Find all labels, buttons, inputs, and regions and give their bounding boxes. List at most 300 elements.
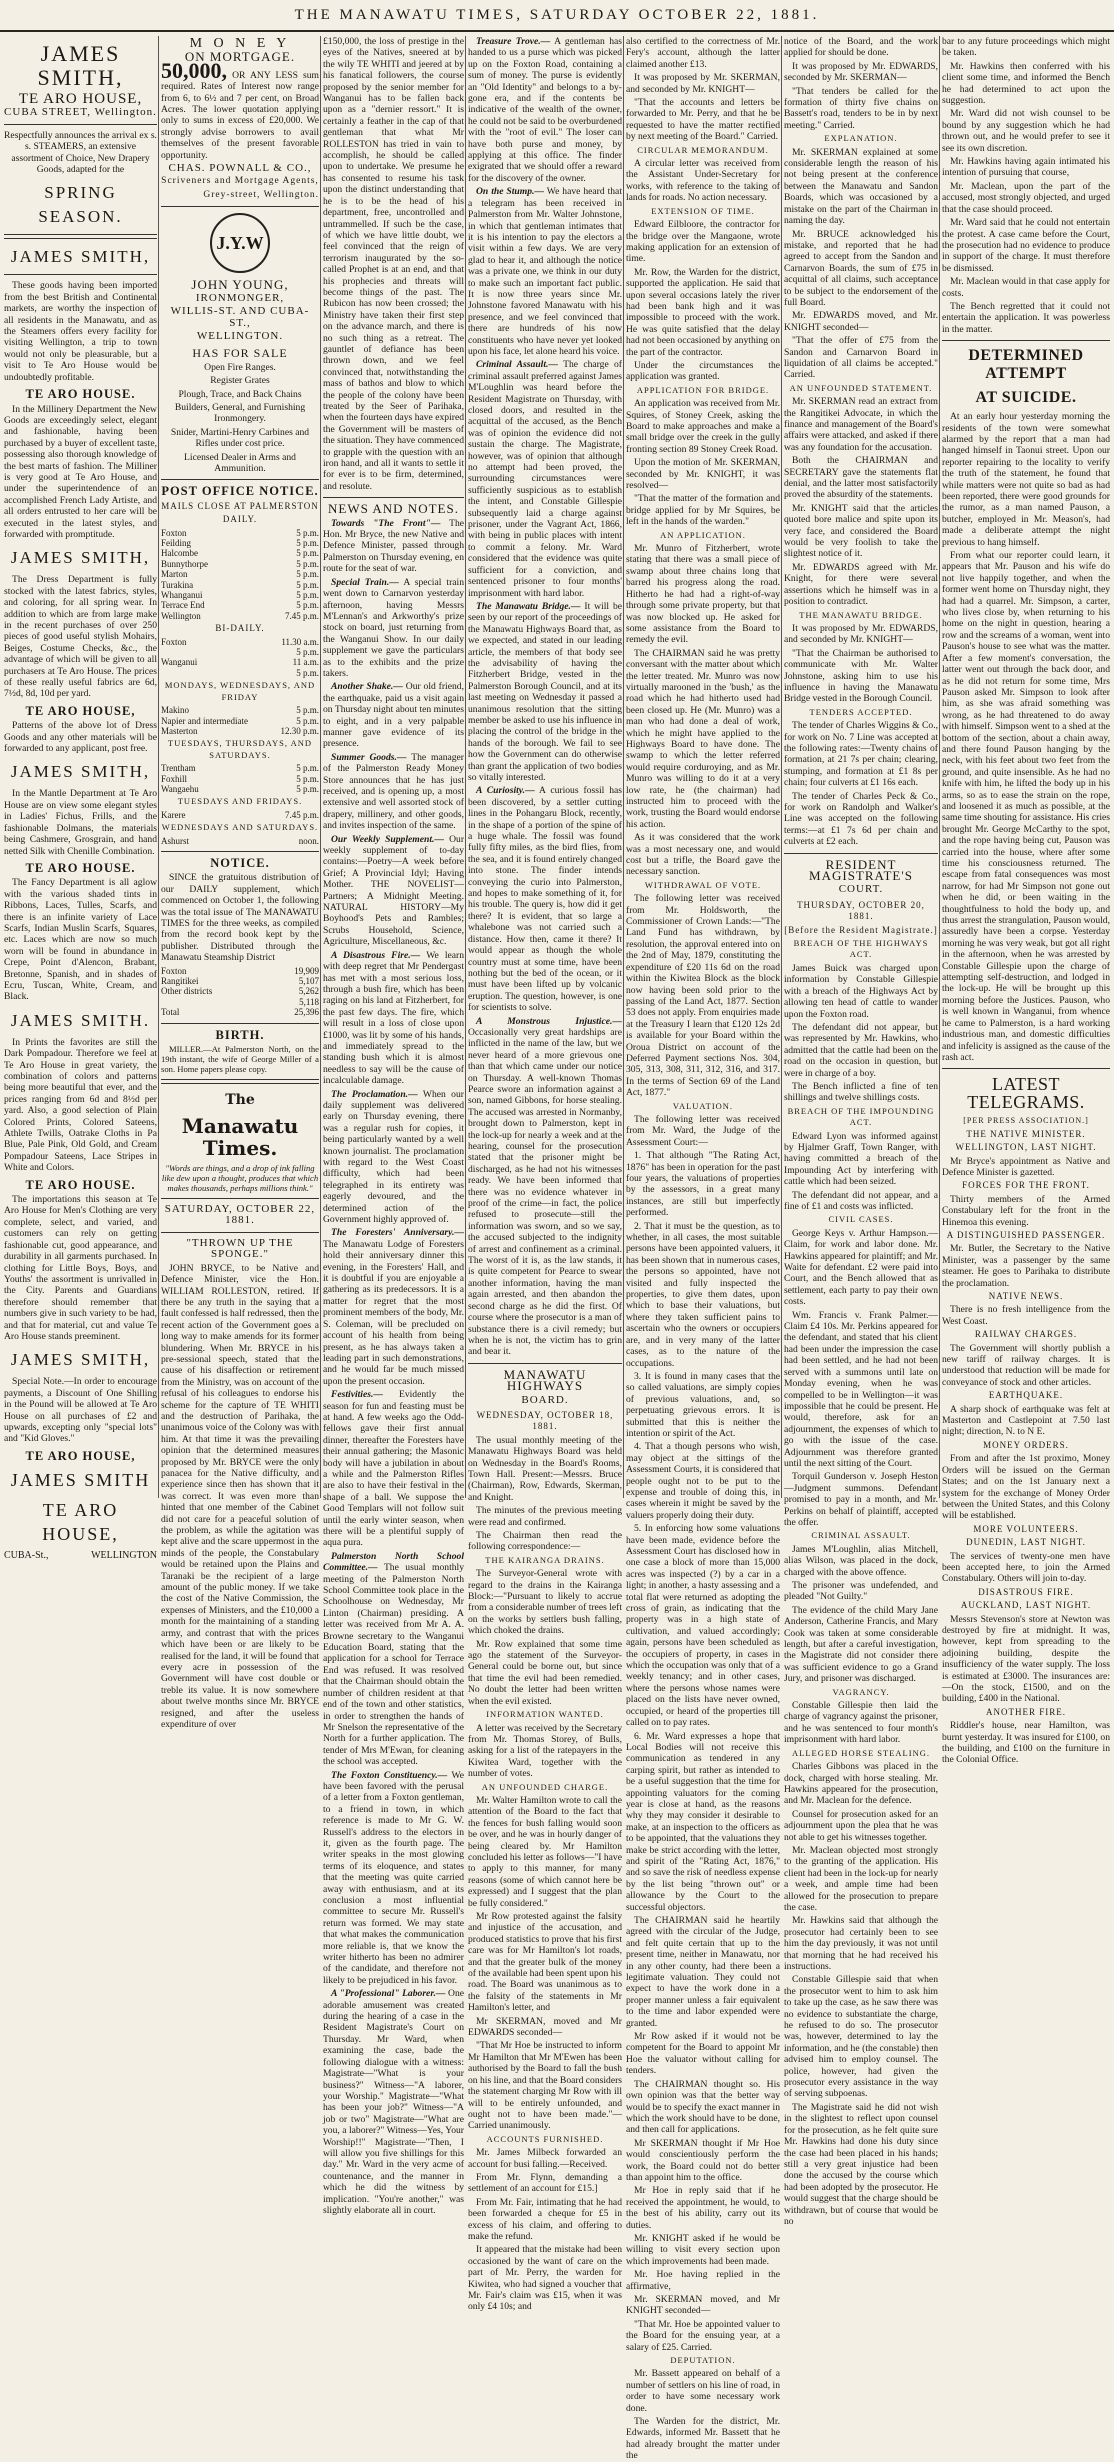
paper-motto: "Words are things, and a drop of ink falling like dew upon a thought, produces that which makes thousands, perhaps millions think."	[161, 1163, 319, 1194]
item-heading: A Curiosity.—	[476, 785, 535, 797]
item-heading: The Foxton Constituency.—	[331, 1769, 448, 1781]
masthead-rule	[0, 30, 1114, 32]
report-text: Mr. Hawkins then conferred with his client some time, and informed the Bench he had determined to act upon the suggestion.	[942, 60, 1110, 107]
mails-tts: TUESDAYS, THURSDAYS, AND SATURDAYS.	[167, 738, 313, 760]
report-text: Mr. Munro of Fitzherbert, wrote stating that there was a small piece of swamp about three chains long that barred his progress along the road. Hitherto he had had a right-of-way through some private property, but that was now blocked up. He asked for some assistance from the Board to remedy the evil.	[626, 543, 780, 646]
mails-tf: TUESDAYS AND FRIDAYS.	[177, 796, 303, 807]
court-heading: RESIDENT MAGISTRATE'S	[809, 856, 913, 884]
paper-nameplate: Manawatu Times.	[181, 1114, 299, 1161]
suicide-heading-2: AT SUICIDE.	[975, 389, 1077, 407]
mail-destination: Foxton	[161, 636, 187, 647]
circulation-table	[161, 966, 319, 1008]
report-text: Charles Gibbons was placed in the dock, charged with horse stealing. Mr. Hawkins appeared for the prosecution, and Mr. Maclean for the defence.	[784, 1761, 938, 1807]
report-text: The CHAIRMAN said he heartily agreed with the circular of the Judge, and felt quite certain that up to the present time, neither in Manawatu, nor in any other county, had there been a legitimate valuation. They could not expect to have the work done in a proper manner unless a fair equivalent to the time and labor expended were granted.	[626, 1915, 780, 2029]
item-text: Occasionally very great hardships are inflicted in the name of the law, but we never heard of a more grievous one than that which came under our notice on Thursday. A well-known Thomas Pearce swore an information against a son, named Gibbons, for horse stealing. The accused was arrested in Normanby, brought down to Palmerston, kept in the lock-up for nearly a week and at the hearing, counsel for the prosecution stated that the prisoner might be discharged, as he had not his witnesses ready. We have been informed that there was no evidence whatever in proof of the crime—in fact, the police refused to prosecute—still the information was sworn, and so we say, the accused subjected to the indignity of arrest and confinement as a criminal. The worst of it is, as the law stands, it is quite competent for Pearce to swear another information, having the man again arrested, and then abandon the second charge as he did the first. Of course where the prosecutor is a man of substance there is a civil remedy; but when he is not, the victim has to grin and bear it.	[468, 1026, 622, 1358]
highways-date: WEDNESDAY, OCTOBER 18, 1881.	[476, 1409, 614, 1432]
mail-destination: Bunnythorpe	[161, 558, 208, 569]
ad-name-3: JAMES SMITH,	[10, 548, 151, 568]
mail-destination: Foxton	[161, 965, 187, 976]
firm-name: CHAS. POWNALL & CO.,	[168, 162, 312, 175]
telegram-text: From and after the 1st proximo, Money Orders will be issued on the German States; and on the 1st January next a system for the exchange of Money Order between the United States, and this Colony will be established.	[942, 1453, 1110, 1522]
report-text: A circular letter was received from the Assistant Under-Secretary for works, with reference to the taking of lands for roads. No action necessary.	[626, 158, 780, 204]
ad-paragraph: In the Millinery Department the New Goods are exceedingly select, elegant and fashionable, having been purchased by a buyer of excellent taste, possessing also thorough knowledge of the best marts of fashion. The Milliner is very good at Te Aro House, and under the superintendence of an accomplished French Lady Artiste, and all orders entrusted to her care will be executed in the latest styles, and forwarded with promptitude.	[4, 403, 157, 540]
report-text: bar to any future proceedings which might be taken.	[942, 36, 1110, 59]
mail-time: 5 p.m.	[296, 569, 319, 580]
column-rule	[158, 36, 159, 1498]
mail-destination	[161, 647, 238, 657]
report-text: Mr. BRUCE acknowledged his mistake, and reported that he had agreed to accept from the Sandon and Carnarvon Boards, the sum of £75 in acquittal of all claims, such acceptance to be subject to the endorsement of the full Board.	[784, 228, 938, 308]
mail-row	[161, 600, 319, 610]
mail-row	[161, 657, 319, 667]
item-heading: Criminal Assault.—	[476, 359, 558, 371]
item-heading: On the Stump.—	[476, 186, 545, 198]
item-heading: The Proclamation.—	[331, 1088, 418, 1100]
report-subhead: INFORMATION WANTED.	[486, 1709, 604, 1720]
mail-time: 5 p.m.	[296, 590, 319, 601]
report-text: The tender of Charles Peck & Co., for work on Randolph and Walker's Line was accepted on the following terms:—at £1 7s 6d per chain and culverts at £2 each.	[784, 790, 938, 848]
mail-time: 11 a.m.	[292, 657, 319, 668]
mail-destination: Other districts	[161, 986, 213, 997]
report-subhead: BREACH OF THE IMPOUNDING ACT.	[787, 1105, 935, 1128]
mail-time: 5 p.m.	[296, 527, 319, 538]
mail-time: 5 p.m.	[296, 548, 319, 559]
mail-destination: Foxton	[161, 527, 187, 538]
report-text: Mr Row asked if it would not be competent for the Board to appoint Mr Hoe the valuator without calling for tenders.	[626, 2031, 780, 2077]
paper-the: The	[225, 1092, 255, 1109]
report-text: 3. It is found in many cases that the so called valuations, are simply copies of previous valuations, and, so perpetuating grievous errors. It is submitted that this is neither the intention or spirit of the Act.	[626, 1370, 780, 1439]
mail-destination: Masterton	[161, 725, 198, 736]
mail-destination: Wangaehu	[161, 783, 199, 794]
report-text: Mr. Row explained that some time ago the statement of the Surveyor-General could be borne out, but since that time the evil had been remedied. No doubt the letter had been written when the evil existed.	[468, 1638, 622, 1707]
mail-row	[161, 774, 319, 784]
divider	[942, 340, 1110, 341]
for-sale-heading: HAS FOR SALE	[192, 346, 288, 361]
telegram-text: The Government will shortly publish a new tariff of railway charges. It is understood that reduction will be made for conveyance of stock and other articles.	[942, 1342, 1110, 1388]
report-text: Mr. SKERMAN moved, and Mr KNIGHT seconded—	[626, 2294, 780, 2317]
mail-row	[161, 647, 319, 657]
mail-time: 19,909	[294, 965, 319, 976]
mail-row	[161, 637, 319, 647]
item-heading: Treasure Trove.—	[476, 36, 551, 47]
item-heading: Another Shake.—	[331, 681, 403, 693]
divider	[161, 479, 319, 480]
mail-destination: Marton	[161, 569, 188, 580]
mail-destination: Napier and intermediate	[161, 715, 248, 726]
mail-destination: Turakina	[161, 579, 194, 590]
mail-row	[161, 986, 319, 996]
item-heading: Special Train.—	[331, 576, 399, 588]
mail-row	[161, 705, 319, 715]
report-text: Counsel for prosecution asked for an adjournment upon the plea that he was not able to get his witnesses together.	[784, 1808, 938, 1843]
ad-store: TE ARO HOUSE,	[18, 91, 143, 107]
report-subhead: AN UNFOUNDED CHARGE.	[481, 1781, 609, 1792]
report-text: Under the circumstances the application was granted.	[626, 359, 780, 383]
report-text: "That Mr. Hoe be appointed valuer to the Board for the ensuing year, at a salary of £25. Carried.	[626, 2318, 780, 2353]
report-subhead: EXPLANATION.	[824, 133, 898, 144]
young-street: WILLIS-ST. AND CUBA-ST.,	[170, 305, 310, 329]
mail-row	[161, 590, 319, 600]
mail-time: 7.45 p.m.	[284, 809, 319, 820]
mail-destination: Wanganui	[161, 657, 198, 668]
item-text: A curious fossil has been discovered, by a settler cutting lines in the Pohangaru Block, recently, in the shape of a portion of the spine of a huge whale. The fossil was found fully fifty miles, as the bird flies, from the sea, and it is found entirely changed into stone. The finder intends conveying the curio into Palmerston, and hopes to make something of it, for his trouble. The query is, how did it get there? It is evident, that so large a whalebone was not carried such a distance. How then, came it there? It would appear as though the whole country must at some time, have been nothing but the bed of the ocean, or it must have been lifted up by volcanic eruption. The question, however, is one for scientists to solve.	[468, 785, 622, 1014]
report-text: Mr. Hawkins having again intimated his intention of pursuing that course,	[942, 156, 1110, 179]
report-subhead: WITHDRAWAL OF VOTE.	[644, 879, 762, 890]
telegram-head: THE NATIVE MINISTER.	[966, 1128, 1086, 1139]
mail-row	[161, 966, 319, 976]
mail-time: noon.	[298, 835, 319, 846]
telegram-text: There is no fresh intelligence from the West Coast.	[942, 1304, 1110, 1327]
ad-store-heading: TE ARO HOUSE.	[25, 1177, 136, 1192]
telegram-head: EARTHQUAKE.	[988, 1390, 1064, 1401]
report-text: From Mr. Flynn, demanding a settlement of an account for £15.]	[468, 2171, 622, 2195]
mail-row	[161, 548, 319, 558]
column-7	[942, 36, 1110, 1766]
ad-paragraph: Patterns of the above lot of Dress Goods and any other materials will be forwarded to any applicant, post free.	[4, 720, 157, 755]
ad-address: CUBA STREET, Wellington.	[4, 106, 157, 119]
report-text: It was proposed by Mr. EDWARDS, seconded by Mr. SKERMAN—	[784, 60, 938, 84]
report-text: Mr. Hoe having replied in the affirmative,	[626, 2269, 780, 2292]
telegram-head: RAILWAY CHARGES.	[974, 1329, 1078, 1340]
item-text: One adorable amusement was created during the hearing of a case in the Resident Magistrate's Court on Thursday. Mr Ward, when examining the case, bade the following dialogue with a witness: Magistrate—"What is your business?" Witness—"A laborer, your Worship." Magistrate—"What has been your job?" Witness—"A job or two" Magistrate—"What are you, a laborer?" Witness—Yes, Your Worship!!" Magistrate—"Then, I will allow you five shillings for this day." Mr. Ward in the very acme of countenance, and the manner in which he did the witness by implication. "You're another," was slightly elaborate all in court.	[323, 1988, 464, 2216]
column-rule	[320, 36, 321, 1498]
telegram-text: Thirty members of the Armed Constabulary left for the front in the Hinemoa this evening.	[942, 1193, 1110, 1228]
divider	[4, 234, 157, 239]
mail-time: 5 p.m.	[296, 705, 319, 716]
report-text: The evidence of the child Mary Jane Anderson, Catherine Francis, and Mary Cook was taken at some considerable length, but after a careful investigation, the Magistrate did not consider there was sufficient evidence to go a Grand Jury, and prisoner was discharged.	[784, 1604, 938, 1685]
report-subhead: APPLICATION FOR BRIDGE.	[636, 384, 770, 395]
item-heading: Festivities.—	[331, 1389, 383, 1401]
telegrams-heading: LATEST TELEGRAMS.	[967, 1074, 1085, 1113]
mail-time: 5 p.m.	[296, 763, 319, 774]
report-text: It was proposed by Mr. EDWARDS, and seconded by Mr. KNIGHT—	[784, 622, 938, 646]
report-text: "That the accounts and letters be forwarded to Mr. Perry, and that he be requested to have the matter rectified by next meeting of the Board." Carried.	[626, 97, 780, 143]
report-text: The CHAIRMAN said he was pretty conversant with the matter about which the letter treated. Mr. Munro was now virtually marooned in the 'bush,' as the road which he had hitherto used had been closed up. He (Mr. Munro) was a man who had done a deal of work, which he might have applied to the Highways Board to have done. The swamp to which the letter referred would require corduroying, and as Mr. Munro was willing to do it at a very low rate, he (the chairman) had instructed him to proceed with the work, trusting the Board would endorse his action.	[626, 647, 780, 830]
report-text: Mr. EDWARDS agreed with Mr. Knight, for there were several assertions which he himself was in a position to contradict.	[784, 561, 938, 608]
suicide-heading: DETERMINED ATTEMPT	[968, 347, 1084, 383]
item-text: It will be seen by our report of the proceedings of the Manawatu Highways Board that, as we expected, and stated in our leading article, the members of that body see the advisability of having the Fitzherbert Bridge, vested in the Palmerston Borough Council, and at its last meeting on Wednesday it passed a unanimous resolution that the sitting member be asked to use his influence in placing the control of the bridge in the hands of the borough. We fail to see how the Government can do otherwise than grant the application of two bodies so vitally interested.	[468, 600, 622, 783]
notice-text: SINCE the gratuitous distribution of our DAILY supplement, which commenced on October 1, the following was the total issue of The MANAWATU TIMES for the three weeks, as compiled from the record book kept by the publisher. Distributed through the Manawatu Steamship District	[161, 872, 319, 964]
mails-mwf-table	[161, 705, 319, 736]
report-text: 2. That it must be the question, as to whether, in all cases, the most suitable persons have been appointed valuers, it has been shown that in numerous cases, the persons so appointed, have not visited and fully inspected the properties, to give them dates, upon which to base their valuations, but where they taken sufficient pains to ascertain who the owners or occupiers are, and in very many of the latter cases, as to the nature of the occupations.	[626, 1220, 780, 1369]
mail-time: 5 p.m.	[296, 647, 319, 658]
report-subhead: VAGRANCY.	[832, 1686, 890, 1697]
mails-tf-table	[161, 810, 319, 820]
birth-text: MILLER.—At Palmerston North, on the 19th instant, the wife of George Miller of a son. Home papers please copy.	[161, 1044, 319, 1075]
report-text: Constable Gillespie then laid the charge of vagrancy against the prisoner, and he was sentenced to four month's imprisonment with hard labor.	[784, 1700, 938, 1746]
report-text: Mr. SKERMAN explained at some considerable length the reason of his not being present at the conference between the Manawatu and Sandon Boards, which was occasioned by a mistake on the part of the Chairman in naming the day.	[784, 146, 938, 227]
ad-name-7: JAMES SMITH	[10, 1470, 151, 1491]
mail-destination: Terrace End	[161, 600, 205, 611]
court-subheading: COURT.	[838, 883, 884, 896]
report-text: The following letter was received from Mr. Holdsworth, the Commissioner of Crown Lands:—"The Land Fund has withdrawn, by resolution, the approval entered into on the 2nd of May, 1879, constituting the expenditure of £20 11s 6d on the road within the Kiwitea Block as the block now having been sold prior to the passing of the Land Act, 1877. Section 53 does not apply. From enquiries made at the Treasury I learn that £120 12s 2d is available for your Board within the Oroua District on account of the Deferred Payment sections Nos. 304, 305, 313, 308, 311, 312, 316, and 317. In the terms of Section 69 of the Land Act, 1877."	[626, 893, 780, 1099]
divider	[4, 274, 157, 275]
mail-row	[161, 976, 319, 986]
report-text: Both the CHAIRMAN and SECRETARY gave the statements flat denial, and the latter most satisfactorily proved the absurdity of the statements.	[784, 455, 938, 501]
report-text: Mr. Hawkins said that although the prosecutor had certainly been to see him the day previously, it was not until that morning that he had received his instructions.	[784, 1915, 938, 1972]
young-trade: IRONMONGER,	[195, 291, 285, 304]
report-text: Mr. Ward said that he could not entertain the protest. A case came before the Court, the prosecution had no evidence to produce in support of the charge. It must therefore be dismissed.	[942, 217, 1110, 274]
report-text: The prisoner was undefended, and pleaded "Not Guilty."	[784, 1580, 938, 1603]
report-text: "That Mr Hoe be instructed to inform Mr Hamilton that Mr M'Ewen has been authorised by the Board to fall the bush on his line, and that the Board considers the statement charging Mr Row with ill will to be entirely unfounded, and ought not to have been made."—Carried unanimously.	[468, 2040, 623, 2132]
mails-bidaily-table	[161, 637, 319, 679]
mail-row	[161, 716, 319, 726]
mails-ws: WEDNESDAYS AND SATURDAYS.	[161, 822, 319, 833]
report-text: Mr. Row, the Warden for the district, supported the application. He said that upon several occasions lately the river had been bank high and it was impossible to proceed with the work. He was quite satisfied that the delay had not been occasioned by anything on the part of the contractor.	[626, 266, 780, 358]
column-rule	[939, 36, 940, 1498]
article-text: At an early hour yesterday morning the residents of the town were somewhat alarmed by the report that a man had hanged himself in Taonui street. Upon our reporter repairing to the locality to verify the truth of the statement, he found that while matters were not quite so bad as had been reported, there were good grounds for the rumor, as a man named Pauson, a butcher, employed in Mr. Meason's, had made a deliberate attempt the night previous to hang himself.	[942, 411, 1110, 548]
leader-continued: £150,000, the loss of prestige in the eyes of the Natives, sneered at by the wily TE WHITI and jeered at by his fanatical followers, the course proposed by the senior member for Wanganui has to be fallen back upon as a "dernier ressort." It is certainly a feather in the cap of that gentleman that what Mr ROLLESTON has tried in vain to accomplish, he should be called upon to undertake. We presume he has consented to resume his task upon the distinct understanding that he is to be the head of his department, free, uncontrolled and untrammelled. If such be the case, of which we have little doubt, we feel convinced that the reign of terrorism inaugurated by the so-called Prophet is at an end, and that his prophecies and threats will become things of the past. The Rubicon has now been crossed; the Ministry have taken their first step on the advance march, and there is no such thing as a retreat. The gauntlet of defiance has been thrown down, and we feel convinced that, notwithstanding the mass of bathos and blow to which the people of the colony have been treated by the Seer of Parihaka, when the fourteen days have expired the Government will be masters of the situation. They have commenced to grapple with the question with an iron hand, and all it wants to settle it for ever is to be firm, determined, and resolute.	[323, 36, 464, 492]
sale-item: Open Fire Ranges.	[204, 361, 276, 373]
birth-heading: BIRTH.	[215, 1027, 265, 1042]
highways-subheading: BOARD.	[521, 1393, 569, 1406]
mail-destination: Wellington	[161, 610, 201, 621]
report-text: The usual monthly meeting of the Manawatu Highways Board was held on Wednesday in the Board's Rooms, Town Hall. Present:—Messrs. Bruce (Chairman), Row, Edwards, Skerman, and Knight.	[468, 1434, 622, 1503]
mail-time: 5 p.m.	[296, 773, 319, 784]
report-text: Mr. Maclean would in that case apply for costs.	[942, 276, 1110, 299]
sale-item: Plough, Trace, and Back Chains	[178, 388, 302, 400]
item-heading: Palmerston North School Committee.—	[323, 1550, 464, 1574]
column-rule	[465, 36, 466, 1498]
mail-time: 5,118	[299, 996, 319, 1007]
telegram-head: NATIVE NEWS.	[988, 1291, 1064, 1301]
item-text: The charge of criminal assault preferred against James M'Loughlin was heard before the Resident Magistrate on Thursday, with closed doors, and resulted in the acquittal of the accused, as the Bench was of opinion the evidence did not sustain the charge. The Magistrate, however, was of opinion that although no attempt had been proved, the surrounding circumstances were sufficiently suspicious as to establish the intent, and Constable Gillespie subsequently laid a charge against prisoner, under the Vagrant Act, 1866, with being in public places with intent to commit a felony. Mr. Ward considered that the evidence was quite sufficient for a conviction, and sentenced prisoner to four months' imprisonment with hard labor.	[468, 359, 622, 599]
telegram-head: MONEY ORDERS.	[983, 1439, 1069, 1450]
mortgage-heading: ON MORTGAGE.	[184, 49, 296, 65]
ad-address-7: CUBA-St.,	[4, 1550, 49, 1562]
report-text: "That the offer of £75 from the Sandon and Carnarvon Board in liquidation of all claims be accepted." Carried.	[784, 335, 938, 381]
mail-destination: Whanganui	[161, 590, 203, 601]
report-text: Mr SKERMAN thought if Mr Hoe would conscientiously perform the work, the Board could not do better than appoint him to the office.	[626, 2137, 780, 2183]
telegram-head: MORE VOLUNTEERS.	[973, 1523, 1079, 1534]
report-subhead: CIVIL CASES.	[828, 1214, 894, 1225]
report-subhead: ALLEGED HORSE STEALING.	[792, 1747, 930, 1758]
ad-name-5: JAMES SMITH.	[10, 1010, 151, 1030]
mail-time: 5 p.m.	[296, 715, 319, 726]
paper-date: SATURDAY, OCTOBER 22, 1881.	[164, 1203, 316, 1227]
report-subhead: EXTENSION OF TIME.	[651, 205, 755, 216]
court-date: THURSDAY, OCTOBER 20, 1881.	[797, 899, 925, 922]
report-text: As it was considered that the work was a most necessary one, and would cost but a trifle, the Board gave the necessary sanction.	[626, 832, 780, 878]
ad-paragraph: The importations this season at Te Aro House for Men's Clothing are very complete, select, and varied, and customers can rely on getting fashionable cut, good appearance, and durability in all garments purchased. In clothing for Little Boys, Boys, and Youths' the assortment is unrivalled in the City. Parents and Guardians therefore should remember that numbers give in such variety to be had, and that for material, cut and value Te Aro House stands preeminent.	[4, 1194, 157, 1342]
report-subhead: THE MANAWATU BRIDGE.	[799, 609, 923, 620]
telegram-text: Messrs Stevenson's store at Newton was destroyed by fire at midnight. It was, however, kept from spreading to the adjoining building, despite the insufficiency of the water supply. The loss is estimated at £3000. The insurances are:—On the stock, £1500, and on the building, £400 in the National.	[942, 1613, 1110, 1705]
ad-name: JAMES SMITH,	[37, 41, 124, 90]
leader-heading: "THROWN UP THE SPONGE."	[186, 1236, 294, 1261]
mail-row	[161, 997, 319, 1007]
report-text: The Chairman then read the following correspondence:—	[468, 1530, 622, 1553]
report-text: James Buick was charged upon information by Constable Gillespie with a breach of the Highways Act by allowing ten head of cattle to wander upon the Foxton road.	[784, 962, 938, 1020]
item-text: The Manawatu Lodge of Foresters hold their anniversary dinner this evening, in the Foresters' Hall, and it is doubtful if you are enjoyable a gathering as its predecessors. It is a matter for regret that the most prominent members of the body, Mr. S. Coleman, will be precluded on account of his health from being present, as he has always taken a leading part in such demonstrations, and he would far be much missed upon the present occasion.	[323, 1238, 464, 1387]
circulation-total-value: 25,396	[294, 1007, 319, 1018]
report-text: James M'Loughlin, alias Mitchell, alias Wilson, was placed in the dock, charged with the above offence.	[784, 1543, 938, 1578]
mail-row	[161, 810, 319, 820]
item-text: The Hon. Mr Bryce, the new Native and Defence Minister, passed through Palmerston on Thursday evening, en route for the seat of war.	[323, 517, 464, 575]
report-text: 5. In enforcing how some valuations have been made, evidence before the Assessment Court has disclosed how in one case a block of more than 15,000 acres was inspected (?) by a car in a light; in another, a hasty assessing and a total flat were returned as adopting the cross of grain, as indicating that the property was in a high state of cultivation, and valued accordingly; again, persons have been scheduled as the occupiers of property, in cases in which the occupation was only that of a weekly tenancy; and in other cases, where the persons whose names were placed on the lists have never owned, occupied, or heard of the properties till called on to pay rates.	[626, 1523, 780, 1729]
item-heading: A Disastrous Fire.—	[331, 949, 421, 961]
young-city: WELLINGTON.	[196, 329, 284, 342]
ad-store-heading: TE ARO HOUSE.	[25, 860, 136, 875]
report-subhead: DEPUTATION.	[670, 2355, 736, 2366]
divider	[161, 1198, 319, 1199]
report-subhead: AN APPLICATION.	[660, 529, 746, 540]
ad-paragraph: Special Note.—In order to encourage payments, a Discount of One Shilling in the Pound will be allowed at Te Aro House on all purchases of £2 and upwards, excepting only "special lots" and "Kid Gloves."	[4, 1376, 157, 1445]
report-text: Mr. Maclean objected most strongly to the granting of the application. His client had been in the lock-up for nearly a week, and ample time had been allowed for the prosecution to prepare the case.	[784, 1844, 938, 1913]
item-text: We learn with deep regret that Mr Pendergast has met with a most serious loss, through a bush fire, which has been raging on his land at Fitzherbert, for the past few days. The fire, which will result in a loss of close upon £1000, was lit by some of his hands, and immediately spread to the standing bush which it is almost needless to say will be the cause of incalculable damage.	[323, 949, 465, 1087]
report-text: An application was received from Mr. Squires, of Stoney Creek, asking the Board to make approaches and make a small bridge over the creek in the gully fronting section 89 Stoney Creek Road.	[626, 398, 780, 455]
mail-row	[161, 763, 319, 773]
mail-row	[161, 580, 319, 590]
report-text: Wm. Francis v. Frank Palmer.—Claim £4 10s. Mr. Perkins appeared for the defendant, and stated that his client had been under the impression the case had been settled, and he had not been served with a summons until late on Monday evening, when he was compelled to be in Wellington—it was impossible that he could be present. He would, therefore, ask for an adjournment, the expenses of which to go with the issue of the case. Adjournment was therefore granted until the next sitting of the Court.	[784, 1309, 938, 1469]
telegram-head: ANOTHER FIRE.	[986, 1706, 1066, 1717]
mail-row	[161, 668, 319, 678]
report-text: Mr. Ward did not wish counsel to be bound by any suggestion which he had thrown out, and he would prefer to see it see its own discretion.	[942, 108, 1110, 154]
telegram-text: Riddler's house, near Hamilton, was burnt yesterday. It was insured for £100, on the building, and £100 on the furniture in the Colonial Office.	[942, 1720, 1110, 1766]
mail-row	[161, 528, 319, 538]
report-text: Mr. Walter Hamilton wrote to call the attention of the Board to the fact that the fences for bush falling would soon be over, and he was in hourly danger of being cleared by. Mr Hamilton concluded his letter as follows—"I have to apply to this manner, for many reasons (some of which cannot here be expressed) and I suggest that the plan be fully considered."	[468, 1794, 622, 1909]
report-subhead: TENDERS ACCEPTED.	[809, 706, 913, 717]
telegram-dateline: AUCKLAND, LAST NIGHT.	[960, 1600, 1092, 1611]
report-text: Mr. Maclean, upon the part of the accused, most strongly objected, and urged that the case should proceed.	[942, 180, 1110, 215]
report-subhead: VALUATION.	[672, 1100, 734, 1111]
column-rule	[623, 36, 624, 1498]
report-text: The Warden for the district, Mr. Edwards, informed Mr. Bassett that he had already brought the matter under the	[626, 2416, 780, 2462]
item-text: We have been favored with the perusal of a letter from a Foxton gentleman, to a friend in town, in which reference is made to Mr G. W. Russell's address to the electors in it, given as the fourth page. The writer speaks in the most glowing terms of its eloquence, and states that the meeting was quite carried away with enthusiasm, and at its conclusion a most influential committee to secure Mr. Russell's return was formed. We may state that what makes the communication more reliable is, that we know the writer hitherto has been no admirer of the candidate, and therefore not likely to be prejudiced in his favor.	[323, 1769, 464, 1986]
telegram-text: Mr. Butler, the Secretary to the Native Minister, was a passenger by the same steamer. He goes to Parihaka to distribute the proclamation.	[942, 1243, 1110, 1289]
report-text: 1. That although "The Rating Act, 1876" has been in operation for the past four years, the valuations of properties by the assessors, in a great many instances, are still but imperfectly performed.	[626, 1150, 780, 1219]
mail-destination: Rangitikei	[161, 976, 199, 987]
mail-row	[161, 726, 319, 736]
telegrams-source: [PER PRESS ASSOCIATION.]	[963, 1116, 1089, 1126]
column-6	[784, 36, 938, 2227]
report-text: Mr. James Milbeck forwarded an account for busi falling.—Received.	[468, 2147, 622, 2170]
report-subhead: BREACH OF THE HIGHWAYS ACT.	[793, 938, 929, 960]
circulation-total	[161, 1007, 319, 1017]
circulation-total-label: Total	[161, 1007, 180, 1018]
mail-time: 11.30 a.m.	[281, 636, 319, 647]
report-text: Mr Row protested against the falsity and injustice of the accusation, and produced statistics to prove that his first care was for Mr Hamilton's lot roads, and that the greater bulk of the money of the available had been spent upon his road. The Board was unanimous as to the falsity of the statements in Mr Hamilton's letter, and	[468, 1911, 622, 2014]
ad-announce: Respectfully announces the arrival ex s. s. STEAMERS, an extensive assortment of Choice, New Drapery Goods, adapted for the	[4, 129, 157, 176]
telegram-dateline: DUNEDIN, LAST NIGHT.	[966, 1537, 1086, 1548]
ad-paragraph: The Dress Department is fully stocked with the latest fabrics, styles, and coloring, for all spring wear. In addition to which are from large make in the recent purchases of over 250 pieces of good useful stylish Mohairs, Beiges, Costume Checks, &c., the advantage of which will be given to all purchasers at Te Aro House. The prices of these really useful fabrics are 6d, 7½d, 8d, 10d per yard.	[4, 574, 157, 700]
ad-store-7: TE ARO HOUSE,	[42, 1500, 119, 1545]
firm-description: Scriveners and Mortgage Agents,	[161, 176, 319, 187]
leader-text: JOHN BRYCE, to be Native and Defence Minister, vice the Hon. WILLIAM ROLLESTON, retired. If there be any truth in the saying that a fault confessed is half redressed, then the recent action of the Government goes a long way to make amends for its former blundering. When Mr. BRYCE in his pre-sessional speech, stated that the cause of his disaffection or retirement from the Ministry, was on account of the refusal of his colleagues to endorse his scheme for the capture of TE WHITI and the destruction of Parihaka, the unanimous voice of the Colony was with him. At that time it was the prevailing opinion that the determined measures proposed by Mr. BRYCE were the only panacea for the Native difficulty, and experience since then has shown that it was correct. It was even more than hinted that one member of the Cabinet did not care for a peaceful solution of the problem, as while the agitation was kept alive and the scare uppermost in the minds of the people, the Constabulary would be retained upon the Plains and Taranaki be the recipient of a large amount of the public money. If we take the cost of the Native Commission, the expenses of Ministers, and the £10,000 a month for the maintaining of a standing army, and contrast that with the prices which have been or are likely to be realised for the land, it will be found that every acre in possession of the Government will have cost double or treble its value. It is now somewhere about twelve months since Mr. BRYCE resigned, and after the useless expenditure of over	[161, 1262, 319, 1730]
column-4	[468, 36, 623, 2313]
court-before: [Before the Resident Magistrate.]	[784, 924, 938, 935]
ad-paragraph: In the Mantle Department at Te Aro House are on view some elegant styles in Ladies' Fichus, Frills, and the fashionable Dolmans, the materials being Cashmere, Grosgrain, and hand netted Silk with Chenille Combination.	[4, 788, 157, 857]
item-text: Our weekly supplement of to-day contains:—Poetry—A week before Grief; A Provincial Idyl; Having Mother. THE NOVELIST—Partners; A Midnight Meeting. NATURAL HISTORY—My Boyhood's Pets and Rambles; Scrubs Household, Science, Agriculture, Miscellaneous, &c.	[323, 833, 465, 948]
ad-name-2: JAMES SMITH,	[10, 247, 151, 267]
mails-daily-table	[161, 528, 319, 622]
item-text: When our daily supplement was delivered early on Thursday evening, there was a regular rush for copies, it being particularly wanted by a well known journalist. The proclamation with regard to the West Coast difficulty, which had been telegraphed in its entirety was eagerly devoured, and the determined action of the Government highly approved of.	[323, 1088, 464, 1226]
mail-row	[161, 611, 319, 621]
article-text: From what our reporter could learn, it appears that Mr. Pauson and his wife do not live happily together, and when the former went home on Thursday night, they had had a quarrel. Mr. Simpson, a carter, who lives close by, when returning to his home on the night in question, hearing a row and the screams of a woman, went into Pauson's house to see what was the matter. After a few moment's conversation, the latter went out through the back door, and as he did not return for some time, Mrs Pauson asked Mr. Simpson to look after him, as she was afraid something was wrong, as he had threatened to do away with himself. Simpson went to a shed at the bottom of the section, about a chain away, and there found Pauson hanging by the neck, with his feet about two feet from the ground, and quite insensible. As he had no knife with him, he lifted the body up in his arms, so as to ease the strain on the rope, and loosened it as much as possible, at the same time shouting for assistance. His cries brought Mr. George McCarthy to the spot, and the rope having being cut, Pauson was carried into the house, where after some time his consciousness returned. The escape from fatal consequences was most narrow, for had Mr Simpson not gone out when he did, or been waiting in the thoughtfulness to hold the body up, and thus arrest the strangulation, Pauson would, assuredly have been a corpse. Yesterday morning he was very weak, but got all right in the afternoon, when he was arrested by Constable Gillespie upon the charge of attempting self-destruction, and lodged in the lock-up. He will be brought up this morning before the Justices. Pauson, who is well known in Wanganui, from whence he came to Palmerston, is a hard working industrious man, and domestic difficulties and infelicity is assigned as the cause of the rash act.	[942, 550, 1110, 1063]
mail-row	[161, 784, 319, 794]
mail-destination: Feilding	[161, 538, 192, 548]
report-text: The tender of Charles Wiggins & Co., for work on No. 7 Line was accepted at the following rates:—Twenty chains of formation, at 21 7s per chain; clearing, stumping, and formation at £1 8s per chain; four culverts at £1 16s each.	[784, 720, 938, 789]
loan-text: OR ANY LESS sum required. Rates of Interest now range from 6, to 6½ and 7 per cent, on Broad Acres. The lower quotation applying only to sums in excess of £20,000. We strongly advise borrowers to avail themselves of the present favorable opportunity.	[161, 69, 319, 161]
column-3	[323, 36, 465, 2216]
ad-store-heading: TE ARO HOUSE,	[25, 1448, 136, 1463]
report-text: It appeared that the mistake had been occasioned by the want of care on the part of Mr. Perry, the warden for Kiwitea, who had signed a voucher that Mr. Fair's claim was £15, when it was only £4 10s; and	[468, 2244, 622, 2313]
report-text: "That the Chairman be authorised to communicate with Mr. Walter Johnstone, asking him to use his influence in having the Manawatu Bridge vested in the Borough Council.	[784, 647, 938, 705]
sale-item: Builders, General, and Furnishing Ironmongery.	[174, 401, 306, 425]
mail-time: 12.30 p.m.	[280, 725, 319, 736]
report-text: The Magistrate said he did not wish in the slightest to reflect upon counsel for the prosecution, as he felt quite sure Mr. Hawkins had done his duty since the case had been placed in his hands; still a very great injustice had been done the accused by the course which had been adopted by the prosecutor. He would suggest that the charge should be withdrawn, but of course that would be no	[784, 2101, 938, 2227]
telegram-text: Mr Bryce's appointment as Native and Defence Minister is gazetted.	[942, 1155, 1110, 1178]
highways-heading: MANAWATU HIGHWAYS	[503, 1366, 587, 1394]
mail-row	[161, 836, 319, 846]
mail-time: 5,262	[298, 986, 319, 997]
column-1-advertisements	[4, 36, 157, 1562]
column-rule	[781, 36, 782, 1498]
mails-ws-table	[161, 836, 319, 846]
report-text: The following letter was received from Mr. Ward, the Judge of the Assessment Court:—	[626, 1113, 780, 1148]
loan-amount: 50,000,	[161, 57, 227, 83]
telegram-text: A sharp shock of earthquake was felt at Masterton and Castlepoint at 7.50 last night; direction, N. to N E.	[942, 1403, 1110, 1438]
report-subhead: CRIMINAL ASSAULT.	[811, 1530, 911, 1541]
report-text: It was proposed by Mr. SKERMAN, and seconded by Mr. KNIGHT—	[626, 72, 780, 95]
report-text: notice of the Board, and the work applied for should be done.	[784, 36, 938, 59]
report-subhead: ACCOUNTS FURNISHED.	[486, 2133, 604, 2144]
mails-mwf: MONDAYS, WEDNESDAYS, AND FRIDAY	[164, 680, 316, 702]
divider	[468, 1363, 622, 1364]
mail-destination: Makino	[161, 705, 189, 716]
report-text: 6. Mr. Ward expresses a hope that Local Bodies will not receive this communication as tendered in any carping spirit, but rather as intended to be a useful suggestion that the time for appointing valuators for the coming year is close at hand, as the reasons why they may consider it desirable to make, at an inspection to the officers as to be appointed, that the valuations they make be strict according with the letter, and spirit of the "Rating Act, 1876," and so save the risk of needless expense by the list being "thrown out" or allowance by the Court to the successful objectors.	[626, 1730, 780, 1913]
mail-time: 5 p.m.	[296, 538, 319, 548]
sale-item: Licensed Dealer in Arms and Ammunition.	[184, 451, 296, 474]
ad-address-7b: WELLINGTON	[91, 1550, 157, 1562]
telegram-head: FORCES FOR THE FRONT.	[962, 1180, 1090, 1191]
ad-paragraph: These goods having been imported from the best British and Continental markets, are worthy the inspection of all residents in the Manawatu, and as the Steamers offers every facility for visiting Wellington, a trip to town would not only be pleasurable, but a visit to Te Aro House would be undoubtedly profitable.	[4, 280, 157, 383]
mail-time: 7.45 p.m.	[284, 610, 319, 621]
mail-time: 5 p.m.	[296, 667, 319, 678]
divider	[161, 851, 319, 852]
column-5	[626, 36, 780, 2462]
firm-address: Grey-street, Wellington.	[203, 189, 319, 200]
ad-paragraph: In Prints the favorites are still the Dark Pompadour. Therefore we feel at Te Aro House in great variety, the combination of colors and patterns being more beautiful that ever, and the prices ranging from 6d and 8½d per yard. Also, a good selection of Plain Colored Prints, Colored Sateens, Athlete Twills, Oatrake Cloths in Pa Blue, Pale Pink, Old Gold, and Cream Pompadour Sateens, Lace Stripes in White and Colors.	[4, 1036, 157, 1174]
item-text: Our old friend, the earthquake, paid us a visit again on Thursday night about ten minutes to eight, and in a very palpable manner gave evidence of its presence.	[323, 681, 464, 750]
report-text: The minutes of the previous meeting were read and confirmed.	[468, 1505, 622, 1528]
mail-time: 5 p.m.	[296, 600, 319, 611]
divider	[784, 853, 938, 854]
item-heading: The Foresters' Anniversary.—	[331, 1227, 464, 1239]
ad-store-heading: TE ARO HOUSE.	[25, 387, 136, 402]
report-text: "That the matter of the formation and bridge applied for by Mr Squires, be left in the hands of the warden."	[626, 493, 780, 528]
item-text: A special train went down to Carnarvon yesterday afternoon, having Messrs M'Lennan's and Arkworthy's prize stock on board, just returning from the Wanganui Show. In our daily supplement we gave the particulars as to the exhibits and the prize takers.	[323, 576, 464, 679]
divider	[942, 1068, 1110, 1069]
report-text: The CHAIRMAN thought so. His own opinion was that the better way would be to specify the exact manner in which the work should have to be done, and then call for applications.	[626, 2078, 780, 2136]
divider	[323, 497, 464, 498]
mail-time: 5 p.m.	[296, 579, 319, 590]
report-text: Mr. SKERMAN read an extract from the Rangitikei Advocate, in which the finance and management of the Board's affairs were attacked, and asked if there was any foundation for the accusation.	[784, 396, 938, 453]
divider	[161, 1023, 319, 1024]
report-text: The Surveyor-General wrote with regard to the drains in the Kairanga Block:—"Pursuant to likely to accrue from a considerable number of trees left on the works by settlers bush falling, which choked the drains.	[468, 1568, 622, 1637]
mail-time: 5 p.m.	[296, 558, 319, 569]
ironmonger-logo: J.Y.W	[210, 213, 270, 273]
item-text: The usual monthly meeting of the Palmerston North School Committee took place in the Schoolhouse on Wednesday, Mr Linton (Chairman) presiding. A letter was received from Mr A. A. Browne secretary to the Wanganui Education Board, stating that the application for a school for Terrace End was refused. It was resolved that the Chairman should obtain the number of children resident at that end of the town and other statistics, in order to strengthen the hands of Mr Snelson the representative of the North for a further application. The tender of Mrs M'Ewan, for cleaning the school was accepted.	[323, 1562, 464, 1768]
mail-time: 5,107	[298, 976, 319, 987]
report-text: Constable Gillespie said that when the prosecutor went to him to ask him to take up the case, as he saw there was no evidence to substantiate the charge, he refused to do so. The prosecutor was, however, determined to lay the information, and he (the constable) then advised him to employ counsel. The police, however, had given the prosecutor every assistance in the way of serving subpoenas.	[784, 1974, 938, 2100]
report-text: also certified to the correctness of Mr. Fery's account, although the latter claimed another £13.	[626, 36, 780, 70]
young-name: JOHN YOUNG,	[191, 277, 289, 293]
report-text: The Bench regretted that it could not entertain the application. It was powerless in the matter.	[942, 300, 1110, 335]
money-heading: M O N E Y	[189, 36, 291, 51]
sale-item: Register Grates	[210, 375, 270, 387]
report-text: "That tenders be called for the formation of thirty five chains on Bassett's road, tenders to be in by next meeting." Carried.	[784, 85, 938, 131]
item-text: Evidently the season for fun and feasting must be at hand. A few weeks ago the Odd-fellows gave their first annual dinner, thereafter the Foresters have their annual gathering; the Masonic body will have a jubilation in about a while and the Palmerston Rifles are also to have their festival in the shape of a ball. We suppose the Good Templars will not follow suit until the early winter season, when there will be a plentiful supply of aqua pura.	[323, 1389, 464, 1549]
item-heading: Summer Goods.—	[331, 751, 407, 763]
